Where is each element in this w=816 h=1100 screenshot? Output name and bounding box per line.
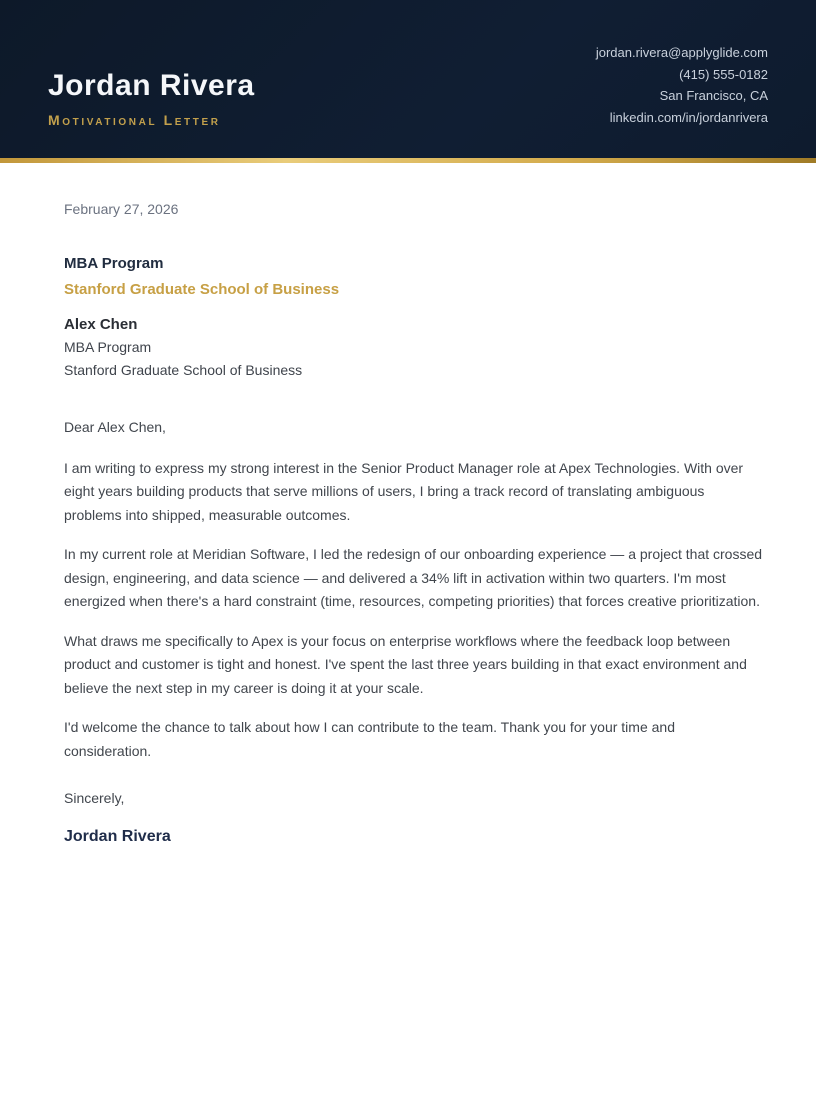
contact-location: San Francisco, CA xyxy=(659,88,768,104)
recipient-role: MBA Program xyxy=(64,339,152,356)
letter-body xyxy=(0,163,816,906)
page-title: Jordan Rivera xyxy=(48,68,255,102)
letter-paragraph-2: In my current role at Meridian Software, I led the redesign of our onboarding experience — a project that crossed design, engineering, and data science — and delivered a 34% lift in activation within two quarters. I'm most energized when there's a hard constraint (time, resources, competing priorities) that forces creative prioritization. xyxy=(64,546,763,610)
recipient-program: MBA Program xyxy=(64,255,164,273)
recipient-address xyxy=(64,313,764,382)
recipient-heading xyxy=(64,255,764,298)
recipient-org: Stanford Graduate School of Business xyxy=(64,362,303,379)
signature: Jordan Rivera xyxy=(64,827,171,845)
contact-linkedin: linkedin.com/in/jordanrivera xyxy=(609,109,768,125)
recipient-name: Alex Chen xyxy=(64,316,138,334)
recipient-school: Stanford Graduate School of Business xyxy=(64,281,340,299)
letter-header xyxy=(0,0,816,158)
contact-email: jordan.rivera@applyglide.com xyxy=(595,45,768,60)
letter-paragraph-3: What draws me specifically to Apex is your focus on enterprise workflows where the feedback loop between product and customer is tight and honest. I've spent the last three years building in that exact environment and believe the next step in my career is doing it at your scale. xyxy=(64,632,747,696)
contact-phone: (415) 555-0182 xyxy=(679,66,768,82)
letter-paragraph-1: I am writing to express my strong interest in the Senior Product Manager role at Apex Technologies. With over eight years building products that serve millions of users, I bring a track record of translating ambiguous problems into shipped, measurable outcomes. xyxy=(64,459,744,523)
document-subtitle: Motivational Letter xyxy=(48,112,221,129)
closing: Sincerely, xyxy=(64,790,125,807)
contact-info xyxy=(596,42,768,128)
salutation: Dear Alex Chen, xyxy=(64,419,166,436)
header-identity xyxy=(48,69,255,129)
letter-paragraph-4: I'd welcome the chance to talk about how I can contribute to the team. Thank you for your time and consideration. xyxy=(64,719,675,759)
letter-date: February 27, 2026 xyxy=(64,201,179,218)
